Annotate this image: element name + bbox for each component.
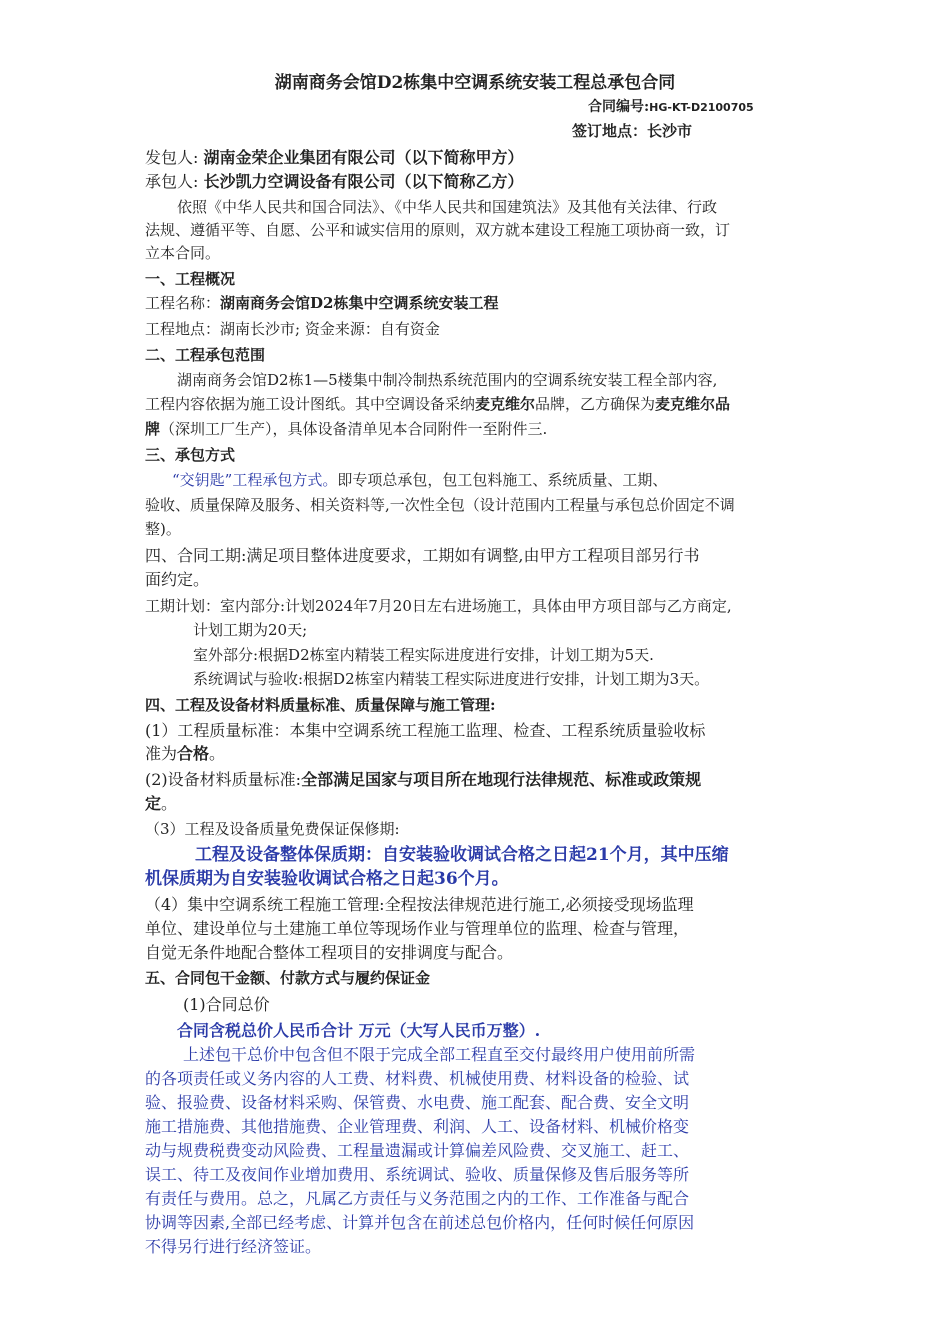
material-quality-value: 定 xyxy=(145,794,162,813)
price-scope-line: 误工、待工及夜间作业增加费用、系统调试、验收、质量保修及售后服务等所 xyxy=(145,1165,690,1184)
contract-number-label: 合同编号: xyxy=(588,99,650,115)
contract-mode-text: 即专项总承包，包工包料施工、系统质量、工期、 xyxy=(337,471,668,489)
scope-text: 品牌，乙方确保为 xyxy=(535,395,656,413)
total-price: 合同含税总价人民币合计 万元（大写人民币万整）. xyxy=(177,1021,541,1040)
contractor-note: （以下简称乙方） xyxy=(395,172,524,191)
contractor-line xyxy=(145,170,815,193)
brand-name: 麦克维尔品 xyxy=(655,395,731,413)
scope-text: （深圳工厂生产），具体设备清单见本合同附件一至附件三. xyxy=(160,420,548,438)
price-scope-line: 施工措施费、其他措施费、企业管理费、利润、人工、设备材料、机械价格变 xyxy=(145,1117,690,1136)
plan-line: 工期计划：室内部分:计划2024年7月20日左右进场施工，具体由甲方项目部与乙方商定, xyxy=(145,597,732,615)
price-scope-line: 验、报验费、设备材料采购、保管费、水电费、施工配套、配合费、安全文明 xyxy=(145,1093,690,1112)
contractor-name: 长沙凯力空调设备有限公司 xyxy=(203,172,396,191)
price-scope-line: 不得另行进行经济签证。 xyxy=(145,1237,322,1256)
management-line: （4）集中空调系统工程施工管理:全程按法律规范进行施工,必须接受现场监理 xyxy=(145,895,694,914)
subsection-heading: (1)合同总价 xyxy=(183,995,270,1014)
project-name xyxy=(145,292,815,315)
warranty-period: 工程及设备整体保质期：自安装验收调试合格之日起21个月，其中压缩 xyxy=(195,845,729,865)
signing-place: 签订地点：长沙市 xyxy=(572,122,693,140)
employer-name: 湖南金荣企业集团有限公司 xyxy=(203,148,396,167)
project-site: 工程地点：湖南长沙市; 资金来源：自有资金 xyxy=(145,320,440,338)
price-scope-line: 上述包干总价中包含但不限于完成全部工程直至交付最终用户使用前所需 xyxy=(183,1045,696,1064)
contract-number-value: HG-KT-D2100705 xyxy=(649,101,754,114)
quality-line xyxy=(145,742,815,765)
brand-name: 牌 xyxy=(145,420,161,438)
section-heading: 四、工程及设备材料质量标准、质量保障与施工管理: xyxy=(145,696,496,714)
intro-line: 立本合同。 xyxy=(145,244,221,262)
schedule-line: 面约定。 xyxy=(145,570,210,589)
turnkey-label: “交钥匙”工程承包方式。 xyxy=(172,471,338,489)
contract-title: 湖南商务会馆D2栋集中空调系统安装工程总承包合同 xyxy=(274,73,676,93)
contract-mode-line: 整)。 xyxy=(145,520,181,538)
quality-text: 准为 xyxy=(145,744,178,763)
contract-mode-line xyxy=(172,469,815,492)
section-heading: 二、工程承包范围 xyxy=(145,346,266,364)
material-quality-text: 。 xyxy=(161,794,178,813)
scope-line: 湖南商务会馆D2栋1—5楼集中制冷制热系统范围内的空调系统安装工程全部内容, xyxy=(177,371,718,389)
intro-line: 依照《中华人民共和国合同法》、《中华人民共和国建筑法》及其他有关法律、行政 xyxy=(177,198,718,216)
section-heading: 一、工程概况 xyxy=(145,270,236,288)
warranty-line: （3）工程及设备质量免费保证保修期: xyxy=(145,820,400,838)
project-name-label: 工程名称： xyxy=(145,294,221,312)
price-scope-line: 有责任与费用。总之，凡属乙方责任与义务范围之内的工作、工作准备与配合 xyxy=(145,1189,690,1208)
employer-note: （以下简称甲方） xyxy=(395,148,524,167)
scope-line xyxy=(145,393,815,416)
schedule-line: 四、合同工期:满足项目整体进度要求，工期如有调整,由甲方工程项目部另行书 xyxy=(145,546,700,565)
plan-line: 室外部分:根据D2栋室内精装工程实际进度进行安排，计划工期为5天. xyxy=(193,646,654,664)
material-quality-label: (2)设备材料质量标准: xyxy=(145,770,302,789)
management-line: 单位、建设单位与土建施工单位等现场作业与管理单位的监理、检查与管理， xyxy=(145,919,690,938)
scope-line xyxy=(145,418,815,441)
price-scope-line: 协调等因素,全部已经考虑、计算并包含在前述总包价格内，任何时候任何原因 xyxy=(145,1213,695,1232)
scope-text: 工程内容依据为施工设计图纸。其中空调设备采纳 xyxy=(145,395,476,413)
section-heading: 五、合同包干金额、付款方式与履约保证金 xyxy=(145,969,431,987)
contract-mode-line: 验收、质量保障及服务、相关资料等,一次性全包（设计范围内工程量与承包总价固定不调 xyxy=(145,496,735,514)
price-scope-line: 的各项责任或义务内容的人工费、材料费、机械使用费、材料设备的检验、试 xyxy=(145,1069,690,1088)
quality-text: 。 xyxy=(209,744,226,763)
brand-name: 麦克维尔 xyxy=(475,395,536,413)
plan-line: 计划工期为20天; xyxy=(193,621,308,639)
management-line: 自觉无条件地配合整体工程项目的安排调度与配合。 xyxy=(145,943,514,962)
warranty-period: 机保质期为自安装验收调试合格之日起36个月。 xyxy=(145,869,509,889)
section-heading: 三、承包方式 xyxy=(145,446,236,464)
quality-grade: 合格 xyxy=(177,744,210,763)
price-scope-line: 动与规费税费变动风险费、工程量遗漏或计算偏差风险费、交叉施工、赶工、 xyxy=(145,1141,690,1160)
material-quality-line xyxy=(145,792,815,815)
employer-line xyxy=(145,146,815,169)
contract-number xyxy=(588,96,754,116)
employer-label: 发包人: xyxy=(145,148,204,167)
project-name-value: 湖南商务会馆D2栋集中空调系统安装工程 xyxy=(220,294,499,312)
contractor-label: 承包人: xyxy=(145,172,204,191)
quality-line: (1）工程质量标准：本集中空调系统工程施工监理、检查、工程系统质量验收标 xyxy=(145,721,706,740)
plan-line: 系统调试与验收:根据D2栋室内精装工程实际进度进行安排，计划工期为3天。 xyxy=(193,670,710,688)
material-quality-line xyxy=(145,768,815,791)
intro-line: 法规、遵循平等、自愿、公平和诚实信用的原则，双方就本建设工程施工项协商一致，订 xyxy=(145,221,731,239)
material-quality-value: 全部满足国家与项目所在地现行法律规范、标准或政策规 xyxy=(301,770,702,789)
